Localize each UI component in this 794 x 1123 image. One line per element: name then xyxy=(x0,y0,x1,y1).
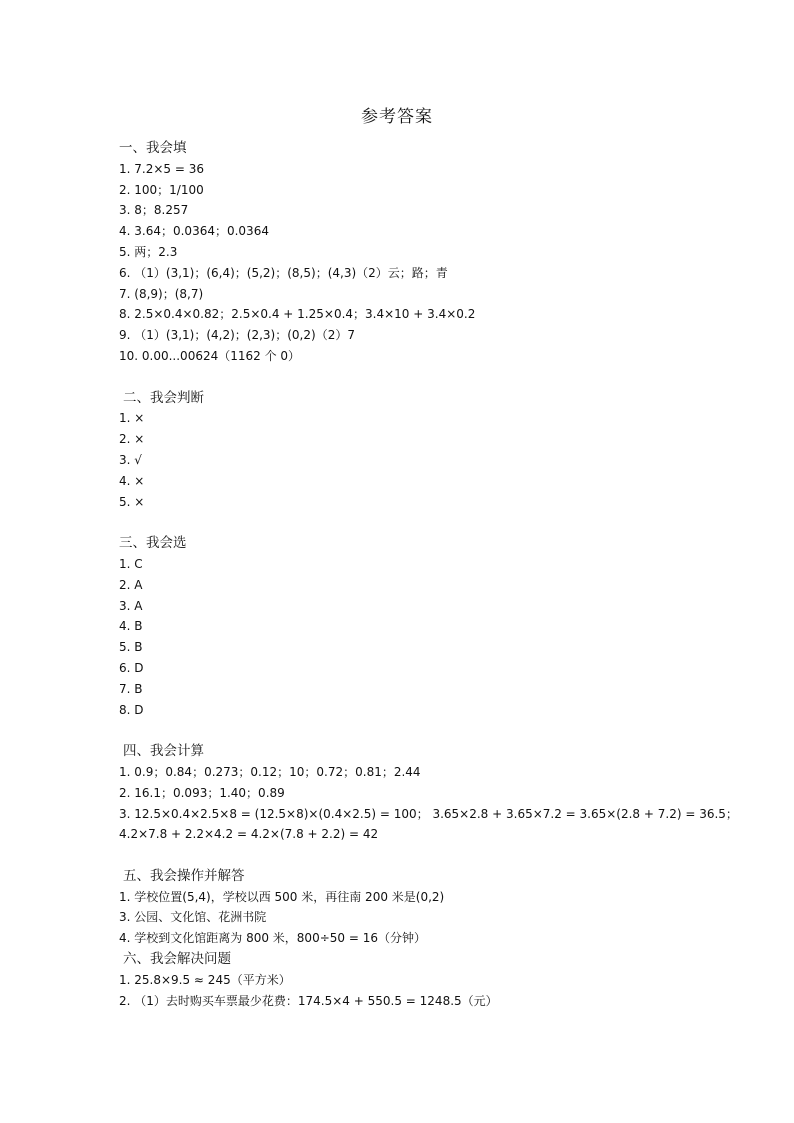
answer-line: 5. × xyxy=(119,494,145,509)
answer-line: 4. × xyxy=(119,473,145,488)
answer-line: 3. √ xyxy=(119,452,142,467)
answer-line: 4.2×7.8 + 2.2×4.2 = 4.2×(7.8 + 2.2) = 42 xyxy=(119,827,379,842)
answer-line: 2. 16.1；0.093；1.40；0.89 xyxy=(119,785,285,800)
answer-line: 1. C xyxy=(119,556,143,571)
answer-line: 8. D xyxy=(119,702,144,717)
answer-line: 5. 两；2.3 xyxy=(119,244,178,259)
spacer xyxy=(119,845,719,866)
answer-line: 4. 3.64；0.0364；0.0364 xyxy=(119,224,269,239)
answer-line: 3. 12.5×0.4×2.5×8 = (12.5×8)×(0.4×2.5) = 100； 3.65×2.8 + 3.65×7.2 = 3.65×(2.8 + 7.2) = 36.5； xyxy=(119,806,738,821)
answer-line: 4. B xyxy=(119,619,143,634)
spacer xyxy=(119,367,719,388)
section-heading-operate: 五、我会操作并解答 xyxy=(123,867,245,884)
answer-line: 7. (8,9)；(8,7) xyxy=(119,286,204,301)
answer-line: 9. （1）(3,1)；(4,2)；(2,3)；(0,2)（2）7 xyxy=(119,328,355,343)
answer-line: 2. 100；1/100 xyxy=(119,182,204,197)
answer-line: 8. 2.5×0.4×0.82；2.5×0.4 + 1.25×0.4；3.4×10 + 3.4×0.2 xyxy=(119,307,476,322)
answer-line: 4. 学校到文化馆距离为 800 米，800÷50 = 16（分钟） xyxy=(119,931,426,946)
answer-line: 3. 公园、文化馆、花洲书院 xyxy=(119,910,267,925)
spacer xyxy=(119,512,719,533)
answer-line: 1. 0.9；0.84；0.273；0.12；10；0.72；0.81；2.44 xyxy=(119,764,421,779)
answer-line: 2. （1）去时购买车票最少花费：174.5×4 + 550.5 = 1248.5（元） xyxy=(119,993,498,1008)
section-heading-fill: 一、我会填 xyxy=(119,140,187,156)
answer-line: 2. A xyxy=(119,577,143,592)
answer-line: 6. （1）(3,1)；(6,4)；(5,2)；(8,5)；(4,3)（2）云；路；青 xyxy=(119,265,448,280)
answer-content xyxy=(119,138,738,1011)
answer-line: 3. A xyxy=(119,598,143,613)
section-heading-judge: 二、我会判断 xyxy=(123,389,204,406)
answer-line: 7. B xyxy=(119,681,143,696)
answer-line: 1. × xyxy=(119,411,145,426)
section-heading-choose: 三、我会选 xyxy=(119,535,187,552)
answer-line: 3. 8；8.257 xyxy=(119,203,189,218)
spacer xyxy=(119,720,719,741)
section-heading-calculate: 四、我会计算 xyxy=(123,743,204,760)
answer-line: 1. 学校位置(5,4)，学校以西 500 米，再往南 200 米是(0,2) xyxy=(119,889,445,904)
answer-line: 1. 25.8×9.5 ≈ 245（平方米） xyxy=(119,972,291,987)
answer-line: 6. D xyxy=(119,660,144,675)
answer-line: 1. 7.2×5 = 36 xyxy=(119,161,204,176)
page-title: 参考答案 xyxy=(361,107,433,127)
section-heading-solve: 六、我会解决问题 xyxy=(123,951,231,968)
answer-line: 5. B xyxy=(119,640,143,655)
answer-line: 10. 0.00...00624（1162 个 0） xyxy=(119,348,301,363)
answer-line: 2. × xyxy=(119,432,145,447)
